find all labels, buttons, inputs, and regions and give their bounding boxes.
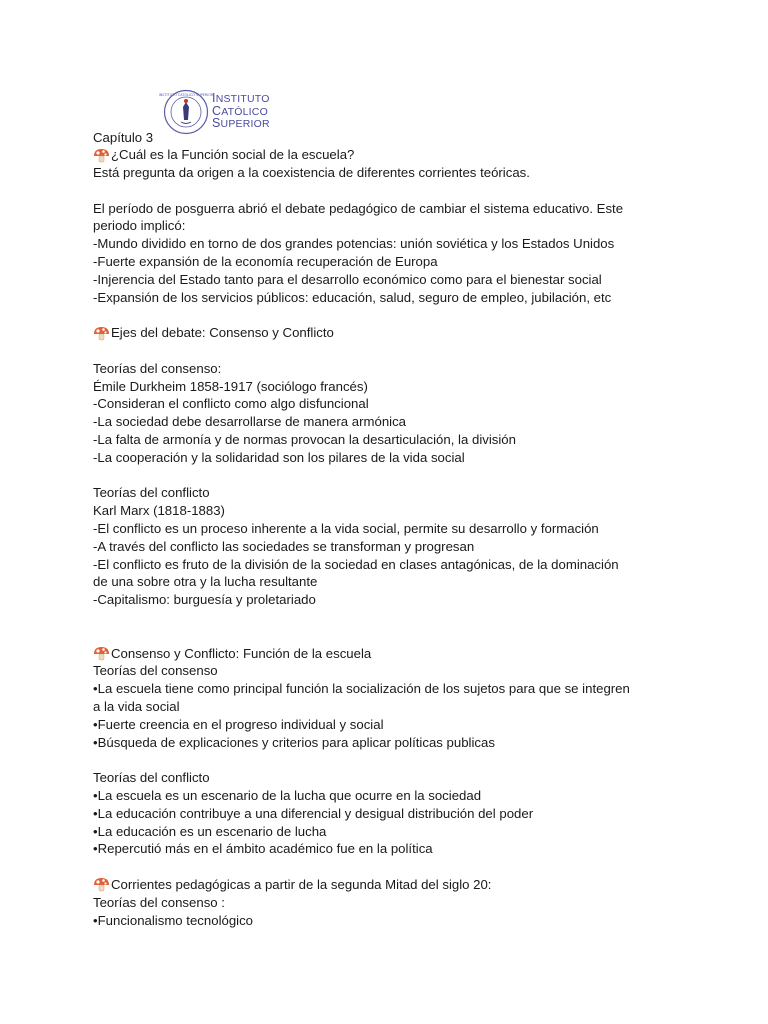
paragraph-line: Karl Marx (1818-1883) <box>93 503 225 519</box>
logo-line-2: CATÓLICO <box>212 103 268 118</box>
list-item: •Repercutió más en el ámbito académico fue en la política <box>93 841 433 857</box>
list-item: -El conflicto es fruto de la división de la sociedad en clases antagónicas, de la dominación <box>93 556 619 572</box>
mushroom-icon <box>93 326 110 341</box>
list-item: •La educación contribuye a una diferencial y desigual distribución del poder <box>93 805 534 821</box>
paragraph-line: El período de posguerra abrió el debate pedagógico de cambiar el sistema educativo. Este <box>93 200 624 216</box>
heading-text: Consenso y Conflicto: Función de la escuela <box>111 645 372 661</box>
section-heading <box>93 146 683 164</box>
paragraph-line: Émile Durkheim 1858-1917 (sociólogo francés) <box>93 378 368 394</box>
heading-text: ¿Cuál es la Función social de la escuela? <box>111 147 355 163</box>
list-item: -Consideran el conflicto como algo disfuncional <box>93 396 369 412</box>
list-item: -La cooperación y la solidaridad son los pilares de la vida social <box>93 449 465 465</box>
mushroom-icon <box>93 877 110 892</box>
list-item: a la vida social <box>93 699 180 714</box>
list-item: •La escuela es un escenario de la lucha que ocurre en la sociedad <box>93 787 482 803</box>
list-item: -La sociedad debe desarrollarse de manera armónica <box>93 414 407 430</box>
list-item: •Búsqueda de explicaciones y criterios para aplicar políticas publicas <box>93 734 495 750</box>
paragraph-line: periodo implicó: <box>93 218 186 234</box>
section-heading <box>93 645 683 663</box>
mushroom-icon <box>93 646 110 661</box>
section-heading <box>93 324 683 342</box>
list-item: -Injerencia del Estado tanto para el desarrollo económico como para el bienestar social <box>93 271 602 287</box>
list-item: -El conflicto es un proceso inherente a la vida social, permite su desarrollo y formación <box>93 521 599 537</box>
seal-text: INSTITUTO CATÓLICO SUPERIOR <box>158 93 214 98</box>
mushroom-icon <box>93 148 110 163</box>
list-item: -Mundo dividido en torno de dos grandes potencias: unión soviética y los Estados Unidos <box>93 236 615 252</box>
list-item: -A través del conflicto las sociedades se transforman y progresan <box>93 538 475 554</box>
list-item: -Fuerte expansión de la economía recuperación de Europa <box>93 254 438 270</box>
list-item: •La escuela tiene como principal función la socialización de los sujetos para que se integren <box>93 681 630 697</box>
heading-text: Ejes del debate: Consenso y Conflicto <box>111 325 334 341</box>
chapter-title: Capítulo 3 <box>93 129 154 145</box>
subheading: Teorías del conflicto <box>93 485 210 501</box>
list-item: •Funcionalismo tecnológico <box>93 912 254 928</box>
list-item: -Capitalismo: burguesía y proletariado <box>93 592 316 608</box>
document-body <box>93 129 683 930</box>
list-item: •Fuerte creencia en el progreso individual y social <box>93 716 384 732</box>
section-heading <box>93 876 683 894</box>
logo-line-1: INSTITUTO <box>212 91 270 106</box>
list-item: •La educación es un escenario de lucha <box>93 823 327 839</box>
subheading: Teorías del conflicto <box>93 770 210 786</box>
logo-line-3: SUPERIOR <box>212 116 270 131</box>
paragraph-line: Está pregunta da origen a la coexistencia de diferentes corrientes teóricas. <box>93 165 530 181</box>
list-item: -Expansión de los servicios públicos: educación, salud, seguro de empleo, jubilación, etc <box>93 289 612 305</box>
subheading: Teorías del consenso : <box>93 894 225 910</box>
list-item: -La falta de armonía y de normas provocan la desarticulación, la división <box>93 432 516 448</box>
subheading: Teorías del consenso: <box>93 360 222 376</box>
heading-text: Corrientes pedagógicas a partir de la segunda Mitad del siglo 20: <box>111 876 492 892</box>
list-item: de una sobre otra y la lucha resultante <box>93 574 318 590</box>
institute-name <box>212 93 270 131</box>
subheading: Teorías del consenso <box>93 663 218 679</box>
